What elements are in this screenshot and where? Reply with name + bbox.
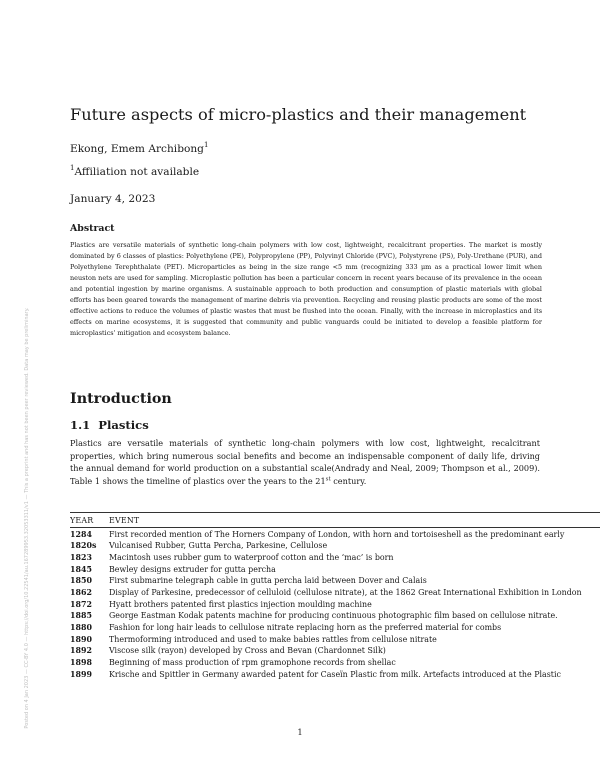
subsection-heading-plastics [70,418,149,433]
author-name: Ekong, Emem Archibong [70,143,204,155]
publication-date: January 4, 2023 [70,193,156,205]
affiliation-text: Affiliation not available [74,166,200,178]
table-row [70,575,600,587]
row-event: George Eastman Kodak patents machine for producing continuous photographic film based on cellulose nitrate. [109,611,558,621]
row-year: 1890 [70,634,92,644]
row-year: 1820s [70,541,97,551]
header-event: EVENT [109,516,140,525]
row-event: Display of Parkesine, predecessor of celluloid (cellulose nitrate), at the 1862 Great International Exhibition in London [109,588,582,598]
table-row [70,599,600,611]
table-row [70,634,600,646]
plastics-timeline-table [70,515,600,681]
row-year: 1284 [70,529,92,539]
table-row [70,622,600,634]
abstract-heading: Abstract [70,223,115,234]
row-event: First submarine telegraph cable in gutta percha laid between Dover and Calais [109,576,427,586]
subsection-number: 1.1 [70,418,91,432]
table-row [70,587,600,599]
table-row [70,552,600,564]
affil-mark: 1 [70,164,75,172]
header-year: YEAR [70,516,94,525]
side-watermark [22,300,32,740]
intro-paragraph-end: century. [330,475,367,486]
row-event: Fashion for long hair leads to cellulose nitrate replacing horn as the preferred material for combs [109,623,502,633]
ordinal-superscript: st [325,476,331,483]
row-event: Macintosh uses rubber gum to waterproof cotton and the ‘mac’ is born [109,552,394,562]
row-event: Thermoforming introduced and used to make babies rattles from cellulose nitrate [109,634,437,644]
row-year: 1892 [70,646,92,656]
table-row [70,610,600,622]
row-year: 1898 [70,658,92,668]
paper-title: Future aspects of micro-plastics and their management [70,105,527,124]
row-event: Viscose silk (rayon) developed by Cross and Bevan (Chardonnet Silk) [109,646,386,656]
row-event: Beginning of mass production of rpm gramophone records from shellac [109,658,396,668]
row-year: 1845 [70,564,92,574]
intro-paragraph [70,437,540,487]
abstract-text: Plastics are versatile materials of synthetic long-chain polymers with low cost, lightweight, recalcitrant properties. The market is mostly dominated by 6 classes of plastics: Polyethylene (PE), Polypropylene (PP), Polyvinyl Chloride (PVC), Polystyrene (PS), Poly-Urethane (PUR), and Polyethylene Terephthalate (PET). Microparticles as being in the size range <5 mm (recognizing 333 μm as a practical lower limit when neuston nets are used for sampling. Microplastic pollution has been a particular concern in recent years because of its prevalence in the ocean and potential ingestion by marine organisms. A sustainable approach to both production and consumption of plastic materials with global efforts has been geared towards the management of marine debris via prevention. Recycling and reusing plastic products are some of the most effective actions to reduce the volumes of plastic wastes that must be flushed into the ocean. Finally, with the increase in microplastics and its effects on marine ecosystems, it is suggested that community and public vanguards could be initiated to develop a feasible platform for microplastics' mitigation and ecosystem balance. [70,241,542,337]
row-event: First recorded mention of The Horners Company of London, with horn and tortoiseshell as the predominant early [109,529,565,539]
table-row [70,645,600,657]
intro-paragraph-main: Plastics are versatile materials of synthetic long-chain polymers with low cost, lightweight, recalcitrant properties, which bring numerous social benefits and become an indispensable component of daily life, driving the annual demand for world production on a substantial scale(Andrady and Neal, 2009; Thompson et al., 2009). Table 1 shows the timeline of plastics over the years to the 21 [70,438,540,486]
table-header-row [70,515,600,527]
author-line [70,138,208,156]
watermark-text: Posted on 4 Jan 2023 — CC-BY 4.0 — https://doi.org/10.22541/au.167289953.32053311/v1 — This a preprint and has not been peer reviewed. Data may be preliminary. [24,307,30,729]
row-event: Krische and Spittler in Germany awarded patent for Caseïn Plastic from milk. Artefacts introduced at the Plastic [109,669,561,679]
row-event: Hyatt brothers patented first plastics injection moulding machine [109,599,372,609]
row-year: 1823 [70,552,92,562]
row-year: 1850 [70,576,92,586]
row-year: 1880 [70,623,92,633]
row-year: 1862 [70,588,92,598]
row-event: Vulcanised Rubber, Gutta Percha, Parkesine, Cellulose [109,541,328,551]
table-top-rule [70,512,600,513]
table-body [70,529,600,681]
row-year: 1872 [70,599,92,609]
table-row [70,564,600,576]
table-row [70,657,600,669]
affiliation-line [70,161,199,179]
table-row [70,669,600,681]
table-row [70,529,600,541]
table-row [70,540,600,552]
author-affil-mark: 1 [203,141,209,149]
row-year: 1885 [70,611,92,621]
page-number: 1 [297,727,303,737]
subsection-title: Plastics [98,418,149,432]
row-event: Bewley designs extruder for gutta percha [109,564,276,574]
section-heading-introduction: Introduction [70,391,172,407]
row-year: 1899 [70,669,92,679]
